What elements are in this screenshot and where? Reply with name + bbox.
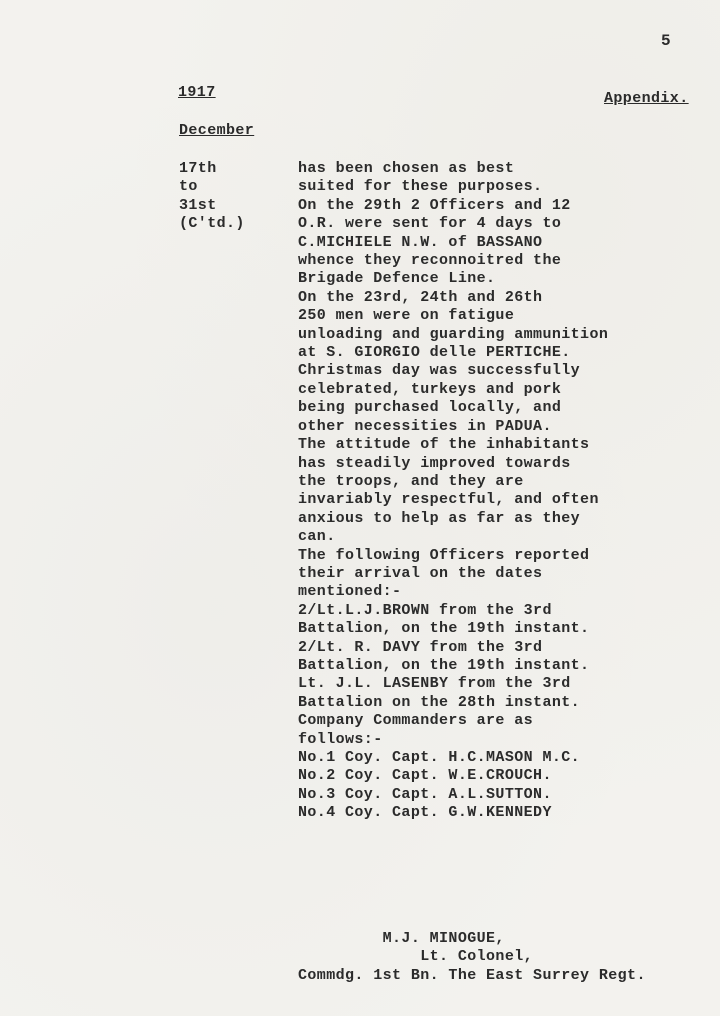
text-line: No.2 Coy. Capt. W.E.CROUCH.: [298, 767, 552, 785]
month-heading: December: [179, 122, 255, 139]
signature-name: M.J. MINOGUE,: [298, 930, 505, 947]
date-range: [179, 160, 245, 234]
text-line: 250 men were on fatigue: [298, 307, 515, 325]
text-line: can.: [298, 528, 336, 546]
text-line: anxious to help as far as they: [298, 509, 581, 527]
text-line: Lt. J.L. LASENBY from the 3rd: [298, 675, 571, 693]
text-line: Battalion, on the 19th instant.: [298, 656, 590, 674]
text-line: has been chosen as best: [298, 160, 515, 177]
text-line: On the 29th 2 Officers and 12: [298, 196, 571, 214]
date-range-line: to: [179, 178, 198, 196]
text-line: 2/Lt. R. DAVY from the 3rd: [298, 638, 543, 656]
signature-rank: Lt. Colonel,: [298, 948, 534, 966]
text-line: mentioned:-: [298, 583, 402, 601]
text-line: No.1 Coy. Capt. H.C.MASON M.C.: [298, 749, 581, 766]
date-range-line: (C'td.): [179, 215, 245, 233]
year-heading: 1917: [178, 84, 216, 101]
text-line: celebrated, turkeys and pork: [298, 380, 562, 398]
signature-unit: Commdg. 1st Bn. The East Surrey Regt.: [298, 966, 646, 984]
text-line: Christmas day was successfully: [298, 362, 581, 380]
text-line: No.4 Coy. Capt. G.W.KENNEDY: [298, 804, 552, 822]
text-line: at S. GIORGIO delle PERTICHE.: [298, 344, 571, 362]
text-line: invariably respectful, and often: [298, 491, 599, 509]
text-line: unloading and guarding ammunition: [298, 325, 609, 343]
text-line: whence they reconnoitred the: [298, 252, 562, 270]
text-line: has steadily improved towards: [298, 454, 571, 472]
text-line: follows:-: [298, 730, 383, 748]
page-number: 5: [661, 32, 672, 50]
appendix-heading: Appendix.: [604, 90, 689, 107]
text-line: On the 23rd, 24th and 26th: [298, 288, 543, 306]
text-line: C.MICHIELE N.W. of BASSANO: [298, 233, 543, 251]
text-line: Brigade Defence Line.: [298, 270, 496, 288]
text-line: Battalion, on the 19th instant.: [298, 620, 590, 638]
text-line: Company Commanders are as: [298, 712, 534, 730]
date-range-line: 17th: [179, 160, 217, 177]
text-line: 2/Lt.L.J.BROWN from the 3rd: [298, 601, 552, 619]
text-line: other necessities in PADUA.: [298, 417, 552, 435]
text-line: suited for these purposes.: [298, 178, 543, 196]
text-line: their arrival on the dates: [298, 564, 543, 582]
text-line: O.R. were sent for 4 days to: [298, 215, 562, 233]
text-line: The following Officers reported: [298, 546, 590, 564]
text-line: The attitude of the inhabitants: [298, 436, 590, 454]
text-line: the troops, and they are: [298, 472, 524, 490]
text-line: Battalion on the 28th instant.: [298, 693, 581, 711]
text-line: being purchased locally, and: [298, 399, 562, 417]
text-line: No.3 Coy. Capt. A.L.SUTTON.: [298, 785, 552, 803]
diary-entry-text: [298, 160, 608, 823]
date-range-line: 31st: [179, 196, 217, 214]
signature-block: [298, 930, 646, 985]
